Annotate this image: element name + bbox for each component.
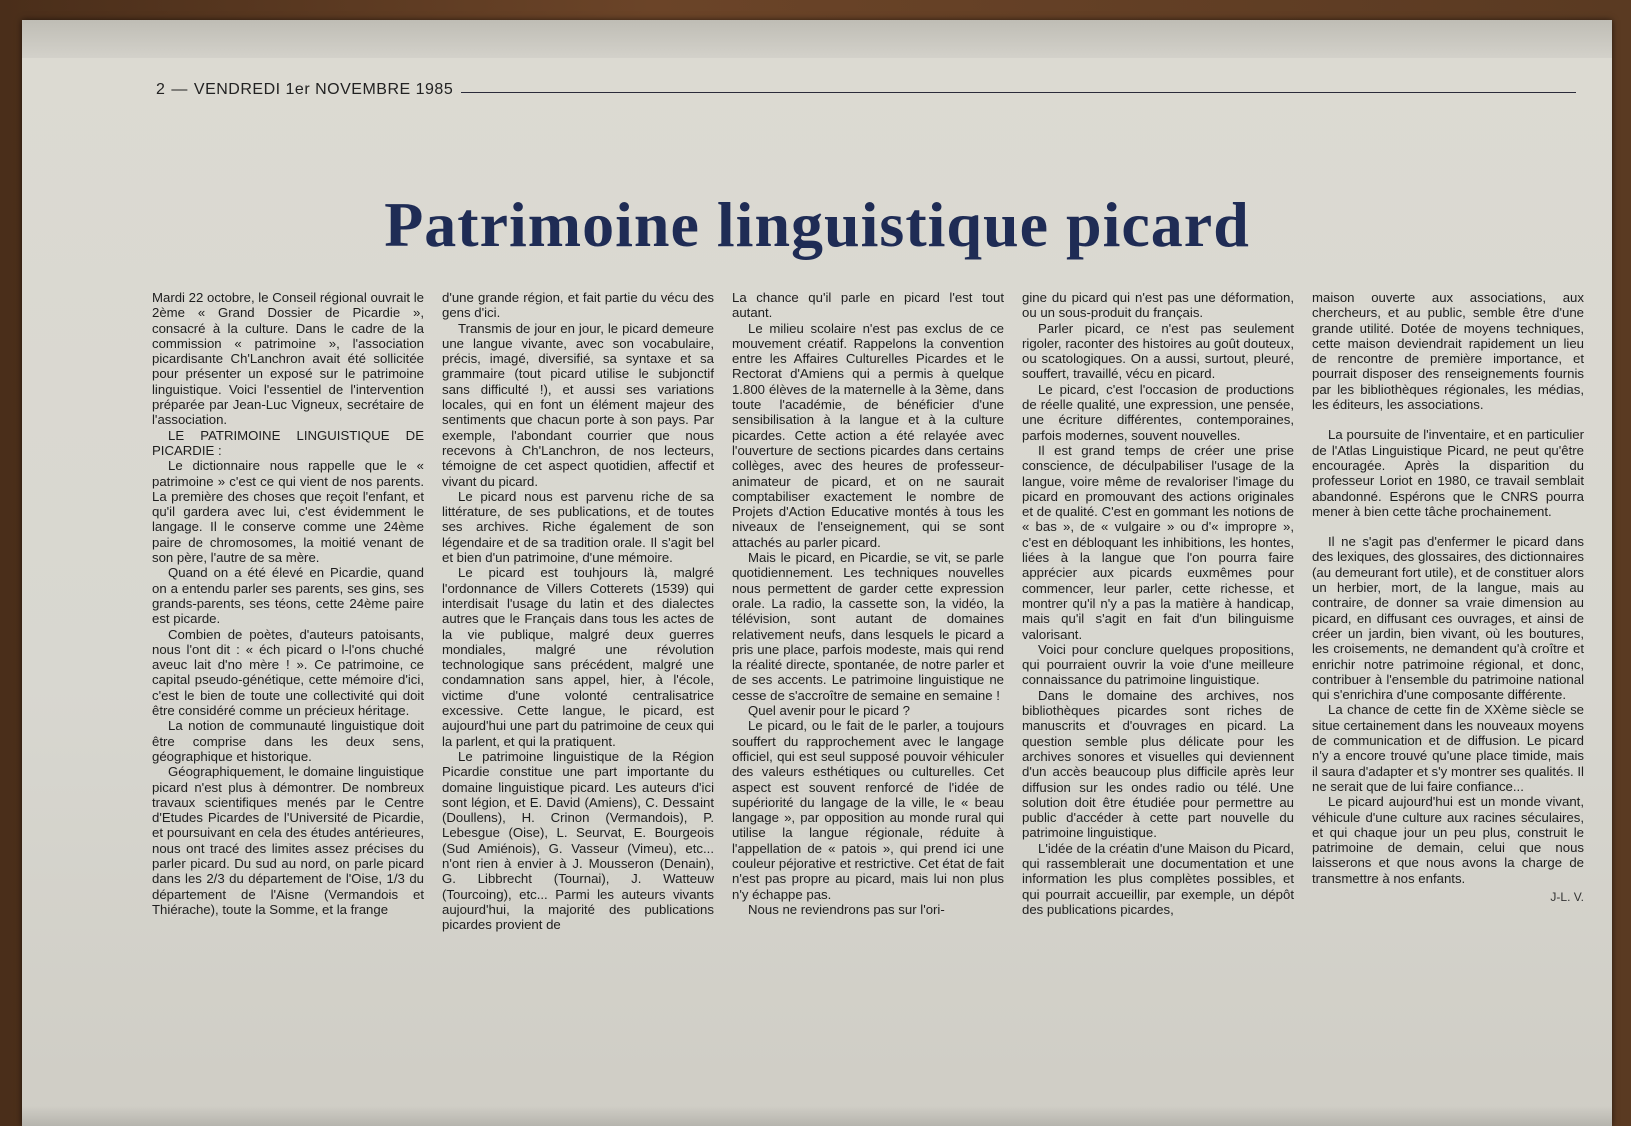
paragraph: Nous ne reviendrons pas sur l'ori- — [748, 901, 945, 917]
paragraph: Géographiquement, le domaine linguistique picard n'est plus à démontrer. De nombreux travaux scientifiques menés par le Centre d'Etudes Picardes de l'Université de Picardie, et poursuivant en cela des études antérieures, nous ont tracé des limites assez précises du parler picard. Du sud au nord, on parle picard dans les 2/3 du département de l'Oise, 1/3 du département de l'Aisne (Vermandois et Thiérache), toute la Somme, et la frange — [152, 764, 424, 917]
paragraph: L'idée de la créatin d'une Maison du Picard, qui rassemblerait une documentation et une information les plus complètes possibles, et qui pourrait accueillir, par exemple, un dépôt des publications picardes, — [1022, 840, 1294, 917]
paragraph: maison ouverte aux associations, aux chercheurs, et au public, semble être d'une grande utilité. Dotée de moyens techniques, cette maison deviendrait rapidement un lieu de rencontre de première importance, et pourrait disposer des renseignements fournis par les bibliothèques régionales, les médias, les éditeurs, les associations. — [1312, 290, 1584, 413]
paragraph: d'une grande région, et fait partie du vécu des gens d'ici. — [442, 290, 714, 321]
article-body — [152, 290, 1592, 1126]
page-number: 2 — [156, 81, 166, 98]
paragraph: Le picard nous est parvenu riche de sa littérature, de ses publications, et de toutes ses archives. Riche également de son légendaire et de sa tradition orale. Il s'agit bel et bien d'un patrimoine, d'une mémoire. — [442, 488, 714, 566]
paragraph: Le picard, c'est l'occasion de productions de réelle qualité, une expression, une pensée, une écriture différentes, contemporaines, parfois modernes, souvent nouvelles. — [1022, 381, 1294, 443]
column-3 — [732, 290, 1004, 1126]
paragraph: La chance qu'il parle en picard l'est tout autant. — [732, 290, 1004, 321]
header-rule — [461, 92, 1576, 93]
paragraph: La notion de communauté linguistique doit être comprise dans les deux sens, géographique et historique. — [152, 718, 424, 764]
paragraph: Il ne s'agit pas d'enfermer le picard dans des lexiques, des glossaires, des dictionnaires (au demeurant fort utile), et de constituer alors un herbier, mort, de la langue, mais au contraire, de donner sa vraie dimension au picard, en diffusant ces ouvrages, et ainsi de créer un jardin, bien vivant, où les boutures, les croisements, ne demandent qu'à croître et enrichir notre patrimoine régional, et donc, contribuer à l'ensemble du patrimoine national qui s'enrichira d'une composante différente. — [1312, 534, 1584, 703]
paragraph: gine du picard qui n'est pas une déformation, ou un sous-produit du français. — [1022, 290, 1294, 321]
paragraph: Parler picard, ce n'est pas seulement rigoler, raconter des histoires au goût douteux, ou scatologiques. On a aussi, surtout, pleuré, souffert, travaillé, vécu en picard. — [1022, 320, 1294, 382]
paragraph: Le patrimoine linguistique de la Région Picardie constitue une part importante du domaine linguistique picard. Les auteurs d'ici sont légion, et E. David (Amiens), C. Dessaint (Doullens), H. Crinon (Vermandois), P. Lebesgue (Oise), L. Seurvat, E. Bourgeois (Sud Amiénois), G. Vasseur (Vimeu), etc... n'ont rien à envier à J. Mousseron (Denain), G. Libbrecht (Tournai), J. Watteuw (Tourcoing), etc... Parmi les auteurs vivants aujourd'hui, la majorité des publications picardes provient de — [442, 748, 714, 933]
paragraph: Voici pour conclure quelques propositions, qui pourraient ouvrir la voie d'une meilleure connaissance du patrimoine linguistique. — [1022, 641, 1294, 688]
section-heading: LE PATRIMOINE LINGUISTIQUE DE PICARDIE : — [152, 427, 424, 458]
paragraph: La poursuite de l'inventaire, et en particulier de l'Atlas Linguistique Picard, ne peut qu'être encouragée. Après la disparition du professeur Loriot en 1980, ce travail semblait abandonné. Espérons que le CNRS pourra mener à bien cette tâche prochainement. — [1312, 427, 1584, 519]
header-dash: — — [171, 81, 188, 98]
column-1 — [152, 290, 424, 1126]
newspaper-page — [22, 20, 1612, 1126]
paragraph: Le picard est touhjours là, malgré l'ordonnance de Villers Cotterets (1539) qui interdisait l'usage du latin et des dialectes autres que le Français dans tous les actes de la vie publique, malgré deux guerres mondiales, malgré une révolution technologique sans précédent, malgré une condamnation sans appel, hier, à l'école, victime d'une volonté centralisatrice excessive. Cette langue, le picard, est aujourd'hui une part du patrimoine de ceux qui la parlent, et qui la pratiquent. — [442, 565, 714, 749]
author-signature: J-L. V. — [1550, 889, 1584, 904]
paragraph: Mardi 22 octobre, le Conseil régional ouvrait le 2ème « Grand Dossier de Picardie », consacré à la culture. Dans le cadre de la commission « patrimoine », l'association picardisante Ch'Lanchron avait été sollicitée pour présenter un exposé sur le patrimoine linguistique. Voici l'essentiel de l'intervention préparée par Jean-Luc Vigneux, secrétaire de l'association. — [152, 290, 424, 428]
paragraph: Il est grand temps de créer une prise conscience, de déculpabiliser l'usage de la langue, voire même de revaloriser l'image du picard en promouvant des actions originales et de qualité. C'est en gommant les notions de « bas », de « vulgaire » ou d'« impropre », c'est en débloquant les inhibitions, les hontes, liées à la langue que l'on pourra faire apprécier aux picards euxmêmes pour commencer, leur parler, cette richesse, et montrer qu'il n'y a pas la matière à handicap, mais qu'il s'agit en fait d'un bilinguisme valorisant. — [1022, 442, 1294, 642]
paragraph: Dans le domaine des archives, nos bibliothèques picardes sont riches de manuscrits et d'ouvrages en picard. La question semble plus délicate pour les archives sonores et visuelles qui deviennent d'un accès beaucoup plus difficile après leur diffusion sur les ondes radio ou télé. Une solution doit être étudiée pour permettre au public d'accéder à cette part nouvelle du patrimoine linguistique. — [1022, 687, 1294, 841]
page-date: VENDREDI 1er NOVEMBRE 1985 — [193, 81, 454, 98]
column-2 — [442, 290, 714, 1126]
paragraph: Transmis de jour en jour, le picard demeure une langue vivante, avec son vocabulaire, précis, imagé, diversifié, sa syntaxe et sa grammaire (tout picard utilise le subjonctif sans difficulté !), et aussi ses variations locales, qui en font un élément majeur des sentiments que chacun porte à son pays. Par exemple, l'abondant courrier que nous recevons à Ch'Lanchron, de nos lecteurs, témoigne de cet aspect quotidien, affectif et vivant du picard. — [442, 320, 714, 489]
paragraph: La chance de cette fin de XXème siècle se situe certainement dans les nouveaux moyens de communication et de diffusion. Le picard n'y a encore trouvé qu'une place timide, mais il saura d'adapter et s'y montrer ses qualités. Il ne serait que de lui faire confiance... — [1312, 702, 1584, 794]
page-header — [156, 78, 1576, 102]
paragraph: Quel avenir pour le picard ? — [748, 703, 911, 719]
paragraph: Le picard, ou le fait de le parler, a toujours souffert du rapprochement avec le langage officiel, qui est seul supposé pouvoir véhiculer des valeurs esthétiques ou culturelles. Cet aspect est souvent renforcé de l'idée de supériorité du langage de la ville, le « beau langage », par opposition au monde rural qui utilise la langue régionale, réduite à l'appellation de « patois », qui prend ici une couleur péjorative et restrictive. Cet état de fait n'est pas propre au picard, mais lui non plus n'y échappe pas. — [732, 718, 1004, 902]
article-headline: Patrimoine linguistique picard — [384, 189, 1250, 260]
column-4 — [1022, 290, 1294, 1126]
page-fold — [22, 20, 1612, 58]
paragraph: Le dictionnaire nous rappelle que le « patrimoine » c'est ce qui vient de nos parents. La première des choses que reçoit l'enfant, et qu'il gardera avec lui, c'est évidemment le langage. Il le conserve comme une 24ème paire de chromosomes, la moitié venant de son père, l'autre de sa mère. — [152, 458, 424, 566]
paragraph: Quand on a été élevé en Picardie, quand on a entendu parler ses parents, ses gins, ses grands-parents, ses téons, cette 24ème paire est picarde. — [152, 565, 424, 627]
paragraph: Mais le picard, en Picardie, se vit, se parle quotidiennement. Les techniques nouvelles nous permettent de garder cette expression orale. La radio, la cassette son, la vidéo, la télévision, sont autant de domaines relativement neufs, dans lesquels le picard a pris une place, parfois modeste, mais qui rend la réalité directe, spontanée, de notre parler et de ses accents. Le patrimoine linguistique ne cesse de s'accroître de semaine en semaine ! — [732, 550, 1004, 703]
column-5 — [1312, 290, 1584, 1126]
paragraph: Le milieu scolaire n'est pas exclus de ce mouvement créatif. Rappelons la convention entre les Affaires Culturelles Picardes et le Rectorat d'Amiens qui a permis à quelque 1.800 élèves de la maternelle à la 3ème, dans toute l'académie, de bénéficier d'une sensibilisation à la langue et à la culture picardes. Cette action a été relayée avec l'ouverture de sections picardes dans certains collèges, avec des heures de professeur-animateur de picard, et on ne saurait comptabiliser exactement le nombre de Projets d'Action Educative montés à tous les niveaux de l'enseignement, qui se sont attachés au parler picard. — [732, 320, 1004, 550]
paragraph: Combien de poètes, d'auteurs patoisants, nous l'ont dit : « éch picard o l-l'ons chuché aveuc lait d'no mère ! ». Ce patrimoine, ce capital pseudo-génétique, cette mémoire d'ici, c'est le bien de toute une collectivité qui doit être considéré comme un précieux héritage. — [152, 626, 424, 719]
page-bottom-shadow — [22, 1106, 1612, 1126]
paragraph: Le picard aujourd'hui est un monde vivant, véhicule d'une culture aux racines séculaires, et qui chaque jour un peu plus, construit le patrimoine de demain, celui que nous laisserons et que nous avons la charge de transmettre à nos enfants. — [1312, 794, 1584, 886]
